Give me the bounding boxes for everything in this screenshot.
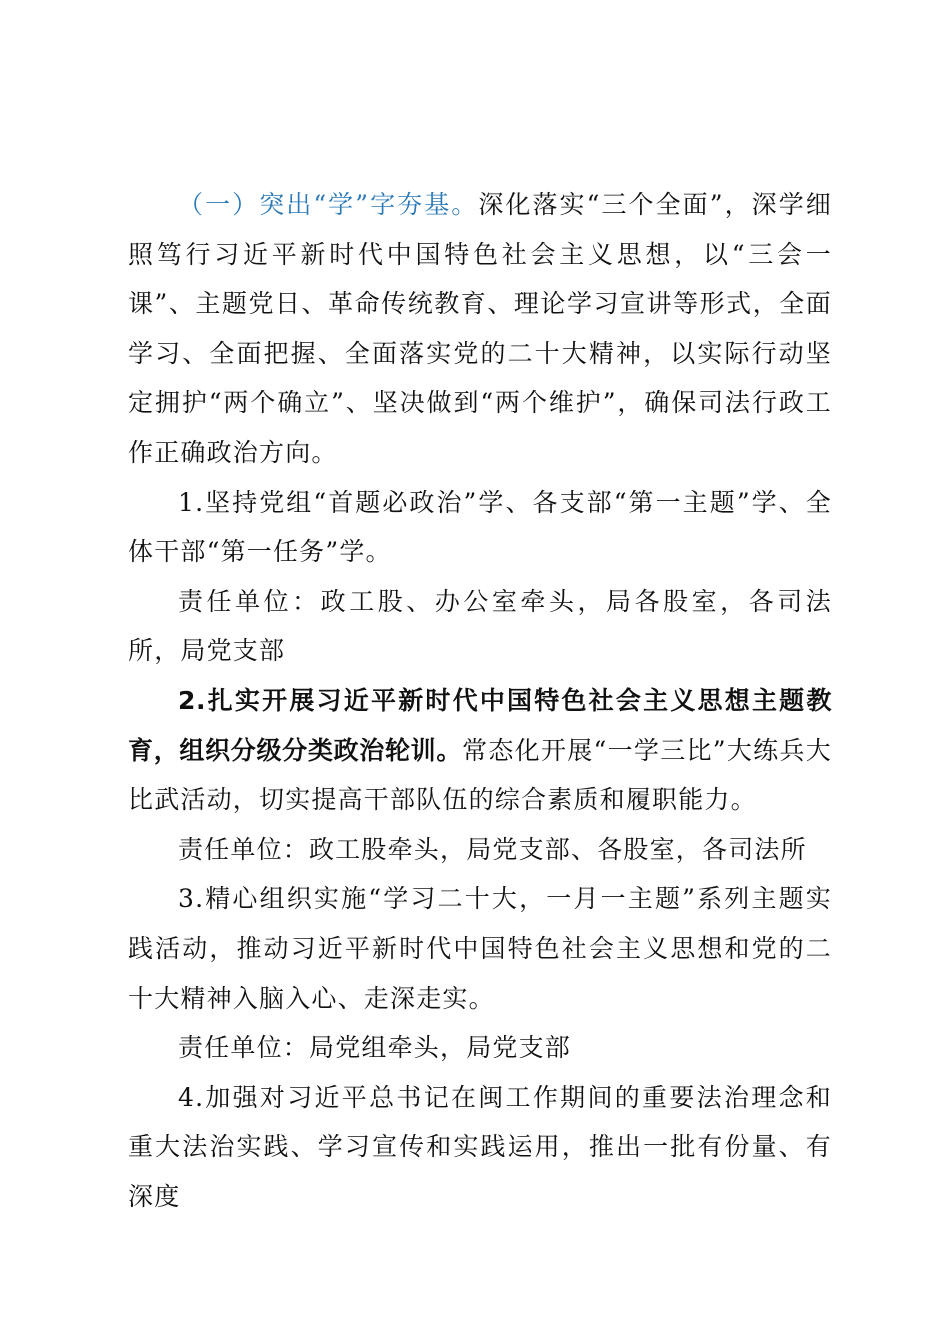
item3-paragraph: 3.精心组织实施“学习二十大，一月一主题”系列主题实践活动，推动习近平新时代中国特色社会主义思想和党的二十大精神入脑入心、走深走实。	[128, 884, 832, 1013]
section1-paragraph	[128, 180, 832, 478]
item2-paragraph	[128, 676, 832, 825]
item1-responsibility: 责任单位：政工股、办公室牵头，局各股室，各司法所，局党支部	[128, 586, 832, 666]
document-body	[128, 180, 832, 1221]
item2-bold-heading: 2.扎实开展习近平新时代中国特色社会主义思想主题教育，组织分级分类政治轮训。	[128, 685, 832, 765]
item2-body: 常态化开展“一学三比”大练兵大比武活动，切实提高干部队伍的综合素质和履职能力。	[128, 735, 832, 815]
section1-heading: （一）突出“学”字夯基。	[178, 190, 479, 219]
section1-body: 深化落实“三个全面”，深学细照笃行习近平新时代中国特色社会主义思想，以“三会一课”、主题党日、革命传统教育、理论学习宣讲等形式，全面学习、全面把握、全面落实党的二十大精神，以实际行动坚定拥护“两个确立”、坚决做到“两个维护”，确保司法行政工作正确政治方向。	[128, 190, 832, 467]
item2-responsibility: 责任单位：政工股牵头，局党支部、各股室，各司法所	[178, 834, 807, 864]
item4-paragraph: 4.加强对习近平总书记在闽工作期间的重要法治理念和重大法治实践、学习宣传和实践运用，推出一批有份量、有深度	[128, 1082, 832, 1211]
item1-paragraph: 1.坚持党组“首题必政治”学、各支部“第一主题”学、全体干部“第一任务”学。	[128, 487, 832, 567]
item3-responsibility: 责任单位：局党组牵头，局党支部	[178, 1033, 572, 1063]
